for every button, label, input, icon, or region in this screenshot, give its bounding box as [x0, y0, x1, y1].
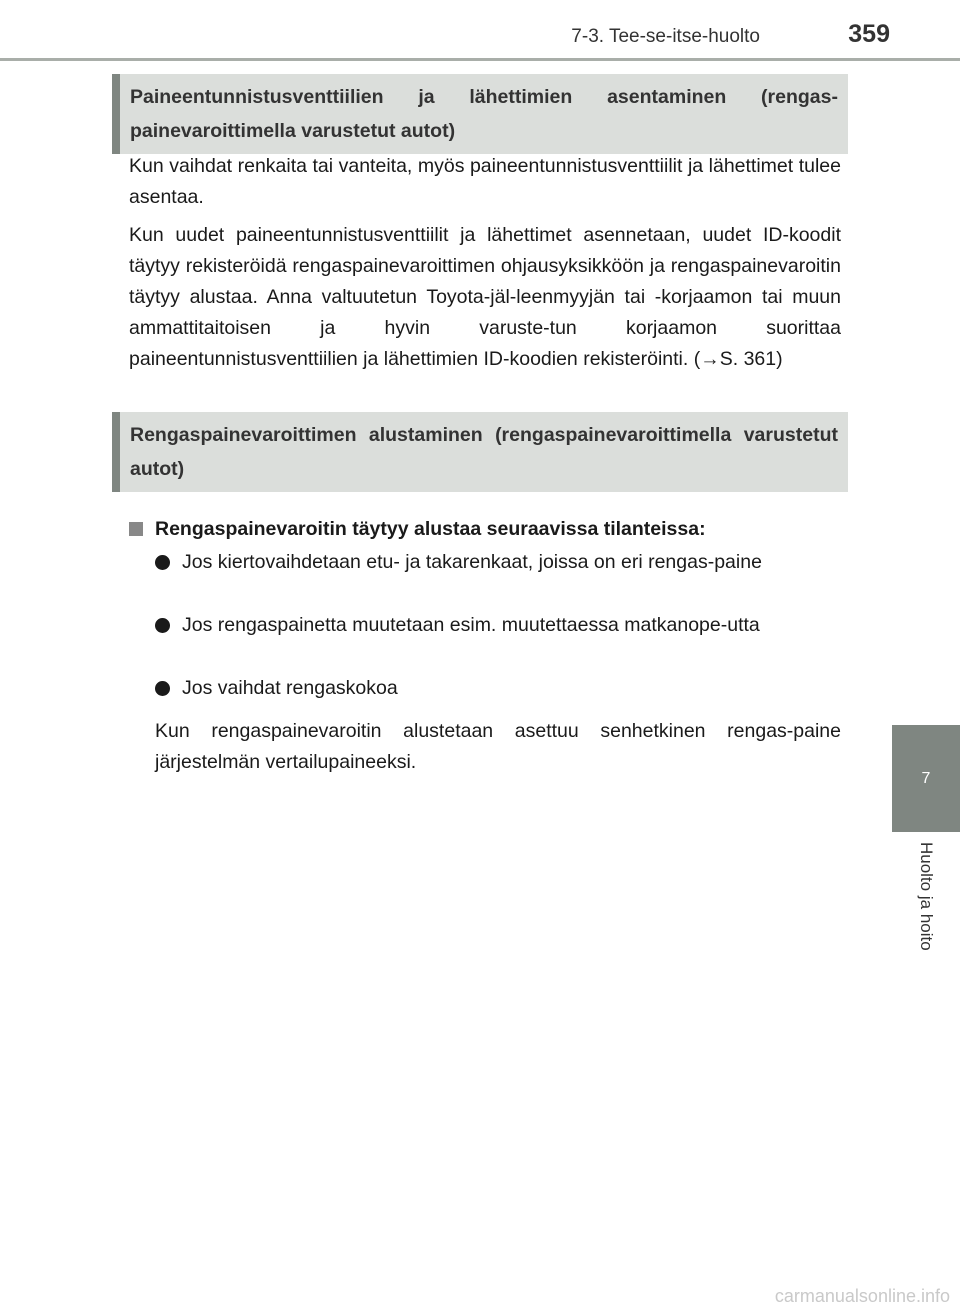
paragraph-sensor-install-intro: Kun vaihdat renkaita tai vanteita, myös paineentunnistusventtiilit ja lähettimet tulee asentaa. [129, 155, 841, 208]
page-number: 359 [848, 20, 890, 48]
list-item-text: Jos vaihdat rengaskokoa [182, 677, 398, 699]
chapter-tab [892, 725, 960, 832]
chapter-number: 7 [921, 769, 931, 787]
bullet-dot-icon [155, 681, 170, 696]
list-item-text: Jos kiertovaihdetaan etu- ja takarenkaat, joissa on eri rengas-paine [182, 551, 762, 573]
list-item [155, 673, 841, 704]
list-item [155, 610, 841, 641]
section-heading-initialization: Rengaspainevaroittimen alustaminen (rengaspainevaroittimella varustetut autot) [112, 412, 848, 492]
square-bullet-icon [129, 522, 143, 536]
bullet-dot-icon [155, 618, 170, 633]
list-item-text: Jos rengaspainetta muutetaan esim. muutettaessa matkanope-utta [182, 614, 760, 636]
chapter-name: Huolto ja hoito [917, 842, 936, 951]
paragraph-initialization-note: Kun rengaspainevaroitin alustetaan asettuu senhetkinen rengas-paine järjestelmän vertailupaineeksi. [155, 720, 841, 773]
subheading-initialization-conditions [129, 514, 841, 545]
paragraph-id-registration: Kun uudet paineentunnistusventtiilit ja lähettimet asennetaan, uudet ID-koodit täytyy rekisteröidä rengaspainevaroittimen ohjausyksikköön ja rengaspainevaroitin täytyy alustaa. Anna valtuutetun Toyota-jäl-leenmyyjän tai -korjaamon tai muun ammattitaitoisen ja hyvin varuste-tun korjaamon suorittaa paineentunnistusventtiilien ja lähettimien ID-koodien rekisteröinti. (→S. 361) [129, 224, 841, 370]
list-item [155, 547, 841, 578]
subheading-text: Rengaspainevaroitin täytyy alustaa seuraavissa tilanteissa: [155, 518, 706, 540]
section-heading-sensor-installation: Paineentunnistusventtiilien ja lähettimien asentaminen (rengas-painevaroittimella varustetut autot) [112, 74, 848, 154]
header-rule [0, 58, 960, 61]
running-header: 7-3. Tee-se-itse-huolto [571, 26, 760, 47]
bullet-dot-icon [155, 555, 170, 570]
watermark: carmanualsonline.info [774, 1286, 950, 1306]
